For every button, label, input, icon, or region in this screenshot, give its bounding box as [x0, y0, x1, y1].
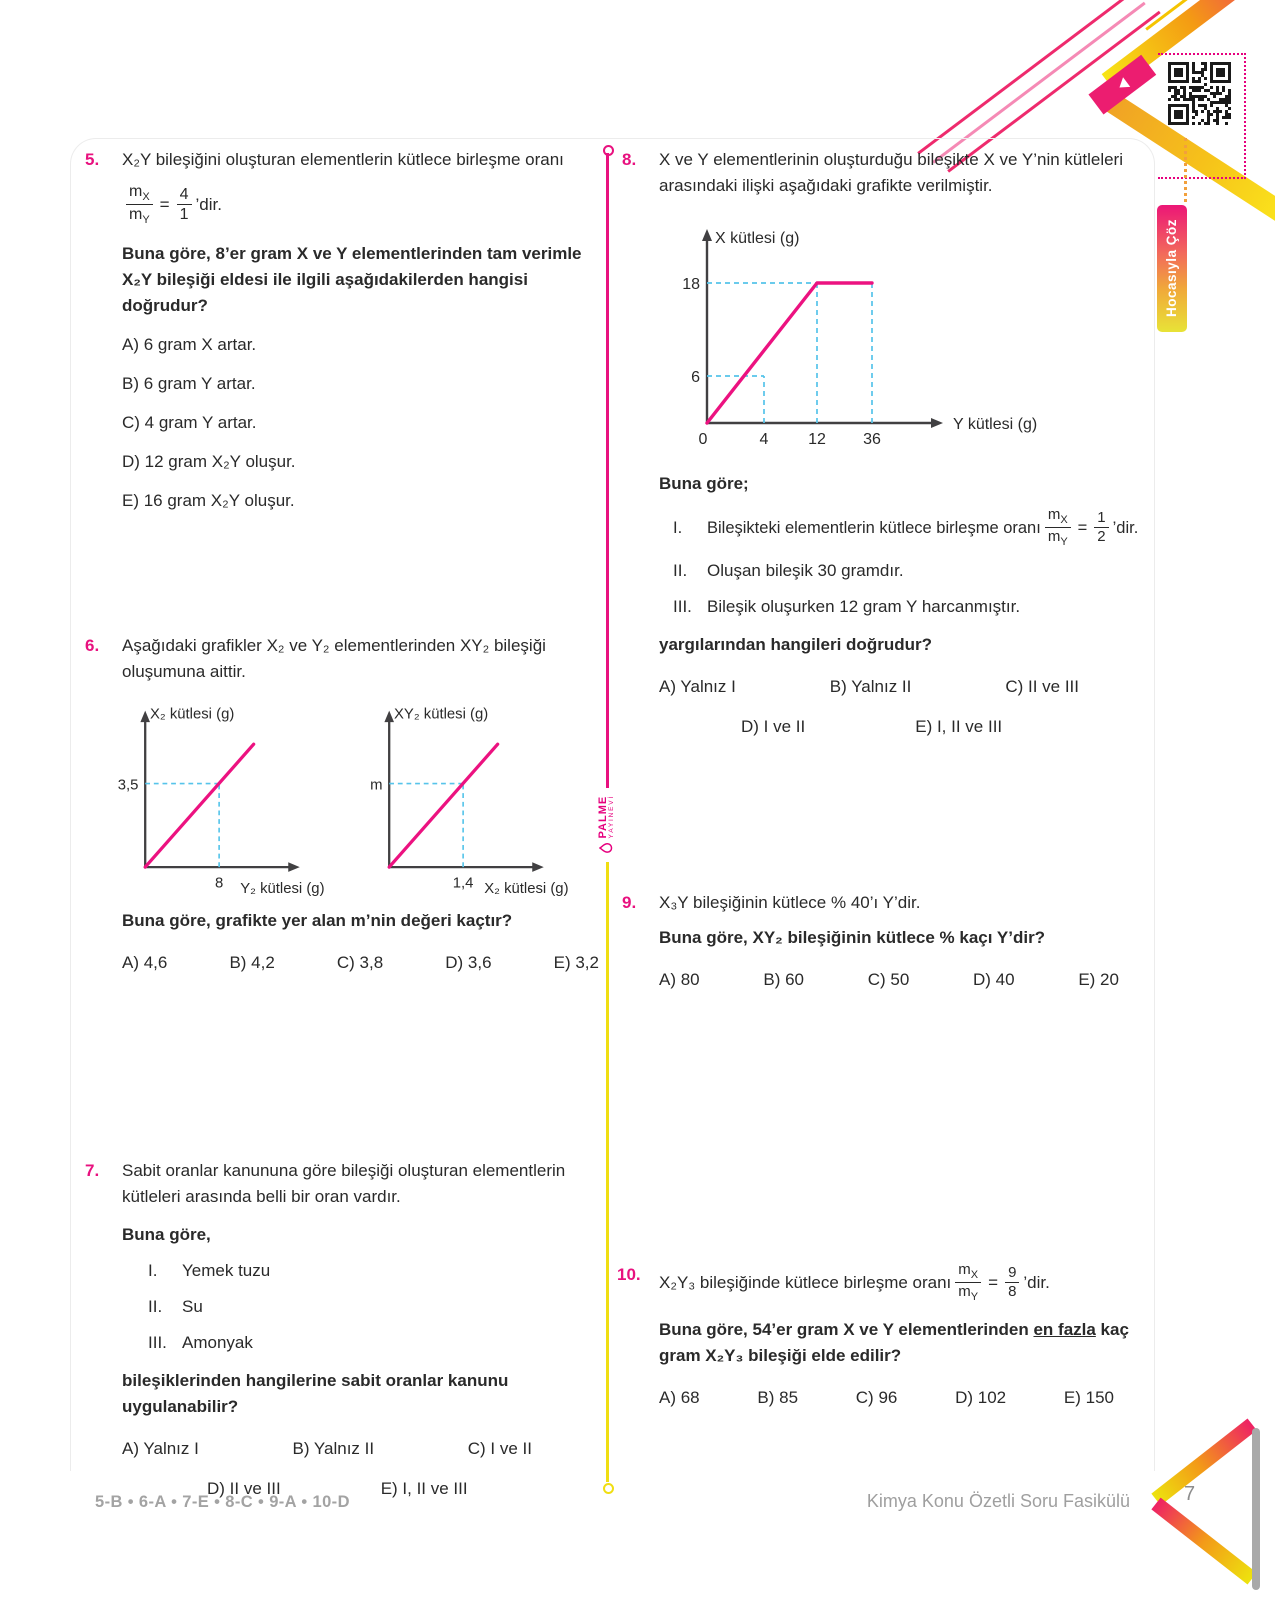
option: D) II ve III — [207, 1479, 281, 1498]
side-tab-label: Hocasıyla Çöz — [1164, 219, 1179, 318]
page-edge-bar — [1252, 1428, 1260, 1590]
svg-text:XY₂ kütlesi (g): XY₂ kütlesi (g) — [394, 706, 489, 723]
svg-text:8: 8 — [214, 875, 224, 892]
divider-line-yellow — [606, 862, 609, 1482]
option: D) 102 — [955, 1388, 1007, 1408]
list-item: I. Yemek tuzu — [148, 1261, 271, 1280]
question-10 — [617, 1262, 1144, 1411]
divider-top-ring — [603, 145, 614, 156]
page-chevron — [1151, 1498, 1256, 1585]
options-row — [659, 1385, 1114, 1411]
option: A) 6 gram X artar. — [122, 334, 257, 354]
question-number: 9. — [622, 893, 637, 912]
question-stem: bileşiklerinden hangilerine sabit oranlar kanunu uygulanabilir? — [122, 1371, 509, 1416]
side-tab-hocasiyla-coz — [1157, 205, 1187, 332]
question-stem: Buna göre, XY₂ bileşiğinin kütlece % kaçı Y’dir? — [659, 928, 1046, 947]
option: B) 85 — [757, 1388, 799, 1408]
play-arrow-icon — [1115, 77, 1129, 92]
list-item: II. Su — [148, 1297, 203, 1316]
question-7 — [85, 1158, 599, 1502]
list-item: II. Oluşan bileşik 30 gramdır. — [673, 561, 904, 581]
chart-q8 — [667, 213, 1097, 451]
option: A) 4,6 — [122, 953, 168, 972]
question-5 — [85, 147, 599, 514]
chart-q6-left — [102, 699, 342, 896]
question-intro: X₂Y₃ bileşiğinde kütlece birleşme oranı $\frac{m_X}{m_Y}$ = $\frac{9}{8}$ ’dir. — [659, 1261, 1050, 1304]
question-stem: Buna göre, 8’er gram X ve Y elementlerinden tam verimle X₂Y bileşiği eldesi ile ilgili aşağıdakilerden hangisi doğrudur? — [122, 243, 582, 315]
svg-text:4: 4 — [759, 431, 769, 448]
list-item: III. Amonyak — [148, 1333, 253, 1352]
question-intro: X₂Y bileşiğini oluşturan elementlerin kütlece birleşme oranı — [122, 150, 564, 169]
question-lead: Buna göre; — [659, 474, 749, 493]
question-6 — [85, 633, 599, 976]
svg-text:m: m — [370, 777, 383, 794]
divider-line-pink — [606, 153, 609, 790]
page-chevron — [1151, 1418, 1256, 1505]
chart-q6-right — [346, 699, 586, 896]
question-number: 5. — [85, 150, 100, 169]
list-item: III. Bileşik oluşurken 12 gram Y harcanmıştır. — [673, 597, 1021, 617]
question-stem: Buna göre, grafikte yer alan m’nin değeri kaçtır? — [122, 911, 513, 930]
booklet-title: Kimya Konu Özetli Soru Fasikülü — [866, 1491, 1130, 1511]
option: C) 96 — [855, 1388, 898, 1408]
question-number: 8. — [622, 150, 637, 169]
option: B) Yalnız II — [829, 677, 912, 697]
svg-text:Y₂ kütlesi (g): Y₂ kütlesi (g) — [240, 881, 325, 896]
svg-text:X₂ kütlesi (g): X₂ kütlesi (g) — [150, 706, 235, 723]
page-number: 7 — [1184, 1483, 1196, 1505]
formula: $\frac{m_X}{m_Y}$ = $\frac{4}{1}$ ’dir. — [122, 183, 599, 227]
question-stem: yargılarından hangileri doğrudur? — [659, 635, 932, 655]
option: A) 80 — [659, 970, 700, 989]
option: E) 150 — [1063, 1388, 1114, 1408]
svg-text:3,5: 3,5 — [117, 777, 139, 794]
option: D) 12 gram X₂Y oluşur. — [122, 451, 296, 471]
question-stem: Buna göre, 54’er gram X ve Y elementlerinden en fazla kaç gram X₂Y₃ bileşiği elde edilir? — [659, 1320, 1129, 1366]
option: E) 16 gram X₂Y oluşur. — [122, 490, 295, 510]
option: A) Yalnız I — [122, 1439, 199, 1458]
svg-text:6: 6 — [691, 369, 700, 386]
svg-text:18: 18 — [682, 276, 700, 293]
publisher-name: PALME — [597, 796, 610, 839]
option: E) 3,2 — [553, 953, 599, 972]
list-item: I. Bileşikteki elementlerin kütlece birleşme oranı $\frac{m_X}{m_Y}$ = $\frac{1}{2}$ ’dir. — [673, 506, 1139, 549]
question-number: 7. — [85, 1161, 100, 1180]
question-8 — [622, 147, 1144, 740]
publisher-subname: YAYINEVİ — [608, 795, 616, 839]
svg-text:36: 36 — [863, 431, 881, 448]
option: D) 3,6 — [445, 953, 492, 972]
option: A) 68 — [659, 1388, 700, 1408]
question-intro: X₃Y bileşiğinin kütlece % 40’ı Y’dir. — [659, 893, 921, 912]
option: E) I, II ve III — [915, 717, 1003, 737]
question-intro: Sabit oranlar kanununa göre bileşiği oluşturan elementlerin kütleleri arasında belli bir oran vardır. — [122, 1161, 566, 1206]
option: A) Yalnız I — [659, 677, 736, 697]
divider-bottom-ring — [603, 1483, 614, 1494]
question-intro: Aşağıdaki grafikler X₂ ve Y₂ elementlerinden XY₂ bileşiği oluşumuna aittir. — [122, 636, 546, 681]
option: E) 20 — [1078, 970, 1119, 989]
svg-text:0: 0 — [698, 431, 708, 448]
option: D) 40 — [973, 970, 1015, 989]
option: C) 50 — [867, 970, 910, 989]
qr-code — [1168, 62, 1231, 125]
question-lead: Buna göre, — [122, 1225, 211, 1244]
options-row — [122, 950, 599, 976]
decor-thin-line — [917, 0, 1130, 154]
option: B) 6 gram Y artar. — [122, 373, 256, 393]
option: C) I ve II — [467, 1439, 532, 1458]
options-row — [122, 1436, 532, 1462]
options-row — [741, 714, 1144, 740]
option: D) I ve II — [741, 717, 806, 737]
svg-text:X kütlesi (g): X kütlesi (g) — [715, 230, 800, 247]
question-number: 10. — [617, 1265, 641, 1284]
option: C) 3,8 — [336, 953, 384, 972]
dotted-connector — [1184, 138, 1187, 202]
svg-text:1,4: 1,4 — [452, 875, 474, 892]
question-number: 6. — [85, 636, 100, 655]
question-9 — [622, 890, 1144, 993]
option: B) 4,2 — [229, 953, 275, 972]
question-intro: X ve Y elementlerinin oluşturduğu bileşikte X ve Y’nin kütleleri arasındaki ilişki aşağıdaki grafikte verilmiştir. — [659, 150, 1123, 195]
flame-icon — [600, 842, 615, 855]
svg-text:X₂ kütlesi (g): X₂ kütlesi (g) — [484, 881, 569, 896]
svg-text:Y kütlesi (g): Y kütlesi (g) — [953, 416, 1038, 433]
options-row — [659, 967, 1119, 993]
answer-key: 5-B • 6-A • 7-E • 8-C • 9-A • 10-D — [95, 1493, 350, 1511]
svg-text:12: 12 — [808, 431, 826, 448]
option: C) 4 gram Y artar. — [122, 412, 257, 432]
option: B) 60 — [763, 970, 804, 989]
options-row — [659, 674, 1079, 700]
option: B) Yalnız II — [292, 1439, 375, 1458]
option: E) I, II ve III — [380, 1479, 468, 1498]
option: C) II ve III — [1005, 677, 1079, 697]
